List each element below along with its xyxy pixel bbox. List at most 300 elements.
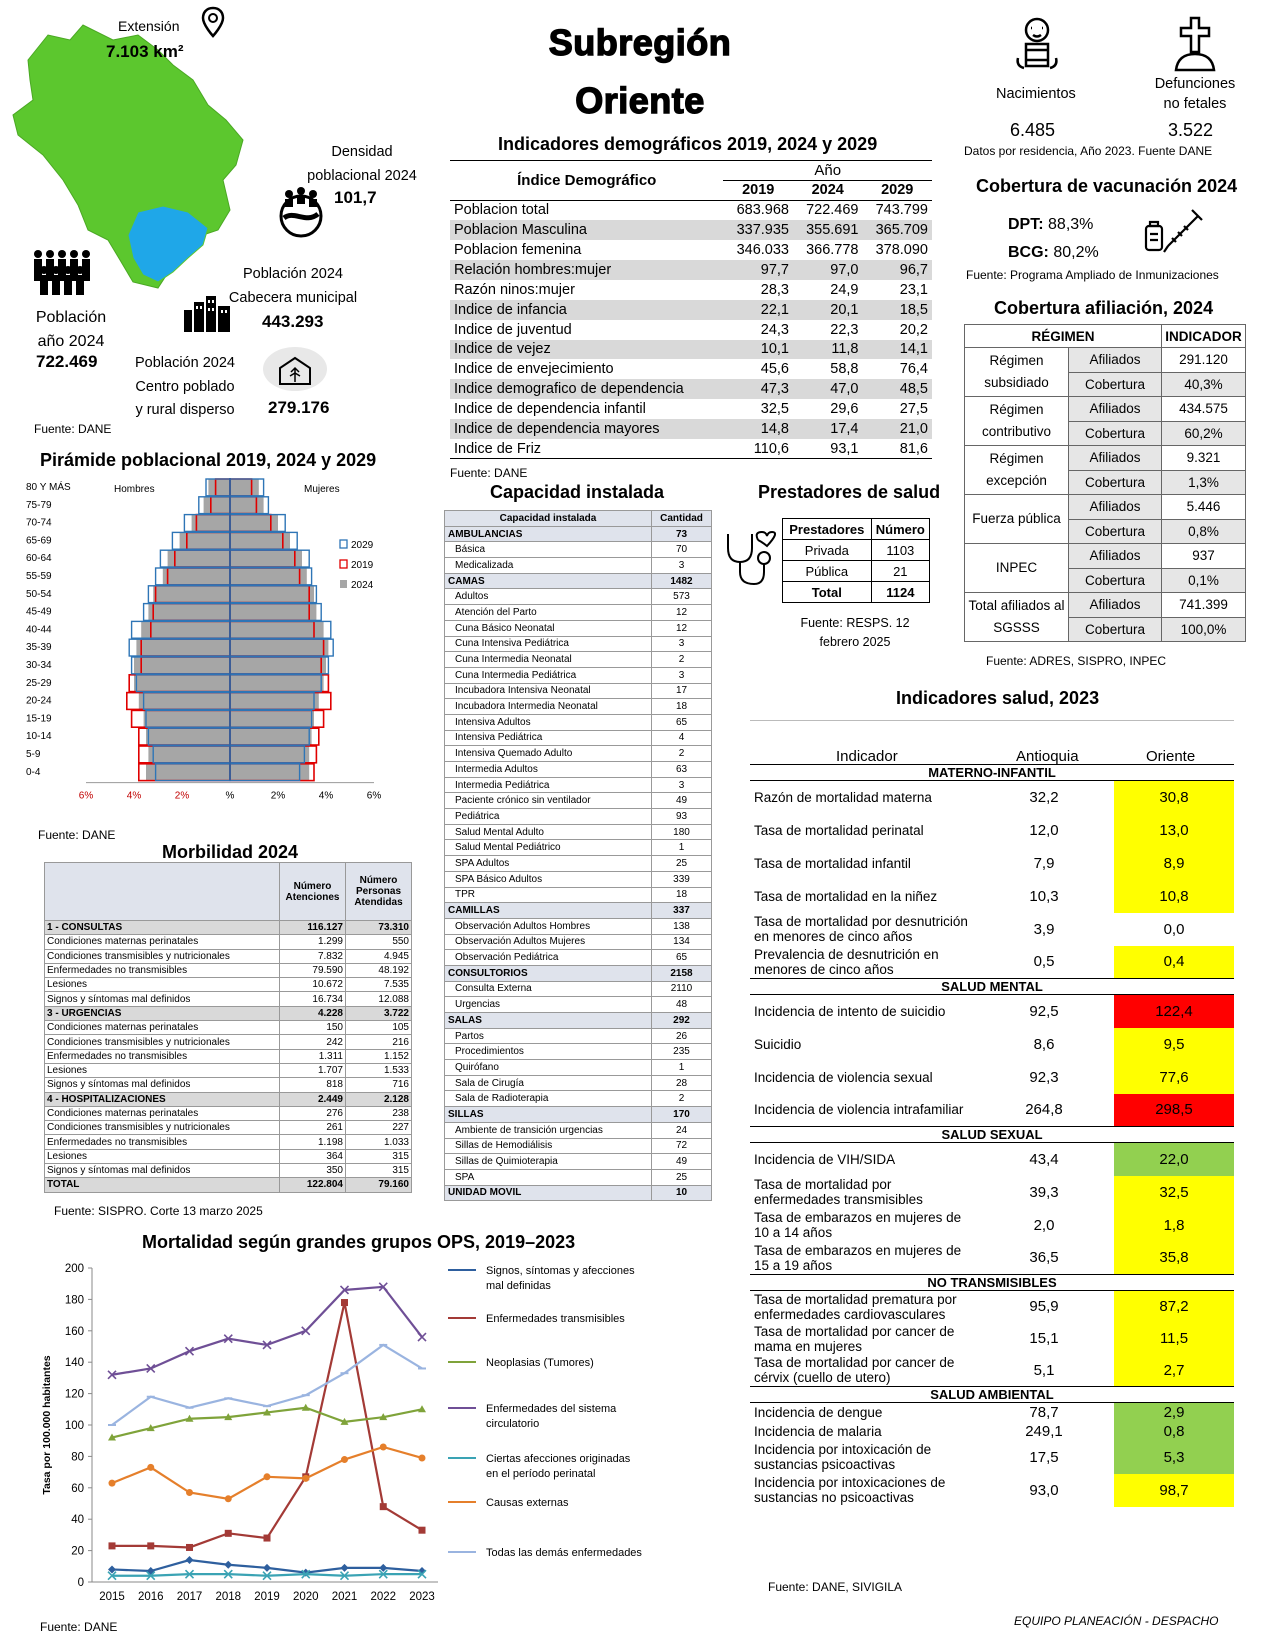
pyramid-bar bbox=[230, 657, 326, 674]
morbidity-attentions: 10.672 bbox=[280, 978, 346, 992]
morbidity-table bbox=[44, 862, 412, 1193]
mortality-title: Mortalidad según grandes grupos OPS, 2019–2023 bbox=[142, 1232, 576, 1252]
capacity-name: Cuna Intensiva Pediátrica bbox=[445, 636, 652, 652]
pyramid-x-tick: 6% bbox=[366, 790, 382, 802]
demo-row bbox=[450, 419, 932, 439]
capacity-row bbox=[445, 840, 712, 856]
pyramid-legend-label: 2019 bbox=[351, 560, 374, 571]
capacity-qty: 1 bbox=[652, 840, 712, 856]
health-oriente-value: 0,8 bbox=[1114, 1422, 1234, 1441]
mortality-point bbox=[186, 1544, 193, 1551]
capacity-qty: 65 bbox=[652, 950, 712, 966]
urban-population-label: Población 2024 Cabecera municipal bbox=[228, 266, 358, 306]
pyramid-x-tick: 4% bbox=[126, 790, 142, 802]
health-category-label: MATERNO-INFANTIL bbox=[750, 765, 1234, 781]
population-pyramid-chart bbox=[22, 474, 422, 820]
morbidity-row bbox=[45, 1135, 412, 1149]
morbidity-persons: 315 bbox=[346, 1149, 412, 1163]
demo-row bbox=[450, 379, 932, 399]
capacity-name: Intermedia Pediátrica bbox=[445, 777, 652, 793]
afil-regimen-name: Total afiliados al SGSSS bbox=[965, 593, 1069, 642]
pyramid-bar bbox=[141, 621, 230, 638]
mortality-y-tick: 20 bbox=[71, 1545, 84, 1558]
health-indicator-name: Incidencia de dengue bbox=[754, 1404, 883, 1420]
capacity-row bbox=[445, 950, 712, 966]
capacity-qty: 180 bbox=[652, 824, 712, 840]
morbidity-attentions: 116.127 bbox=[280, 921, 346, 935]
health-antioquia-value: 264,8 bbox=[1025, 1101, 1063, 1119]
pyramid-bar bbox=[230, 550, 302, 567]
morbidity-persons: 3.722 bbox=[346, 1006, 412, 1020]
capacity-name: Cuna Básico Neonatal bbox=[445, 620, 652, 636]
health-col-indicator: Indicador bbox=[836, 748, 898, 765]
pyramid-bar bbox=[230, 693, 319, 710]
capacity-row bbox=[445, 965, 712, 981]
health-antioquia-value: 32,2 bbox=[1029, 788, 1059, 806]
capacity-qty: 235 bbox=[652, 1044, 712, 1060]
capacity-qty: 12 bbox=[652, 605, 712, 621]
health-category-label: SALUD MENTAL bbox=[750, 979, 1234, 995]
health-antioquia-value: 92,3 bbox=[1029, 1068, 1059, 1086]
health-indicator-name: Tasa de mortalidad en la niñez bbox=[754, 888, 938, 904]
mortality-y-tick: 80 bbox=[71, 1451, 84, 1464]
capacity-qty: 1 bbox=[652, 1060, 712, 1076]
health-antioquia-value: 8,6 bbox=[1033, 1035, 1055, 1053]
pyramid-bar bbox=[230, 586, 314, 603]
health-title: Indicadores salud, 2023 bbox=[896, 688, 1100, 708]
capacity-row bbox=[445, 558, 712, 574]
deaths-label: Defunciones no fetales bbox=[1154, 76, 1236, 112]
capacity-row bbox=[445, 903, 712, 919]
morbidity-row bbox=[45, 935, 412, 949]
afil-label: Afiliados bbox=[1069, 397, 1162, 422]
health-row bbox=[750, 1403, 1234, 1422]
capacity-name: Cuna Intermedia Neonatal bbox=[445, 652, 652, 668]
pyramid-bar bbox=[146, 764, 230, 781]
health-antioquia-value: 93,0 bbox=[1029, 1481, 1059, 1499]
morbidity-persons: 1.033 bbox=[346, 1135, 412, 1149]
demo-row bbox=[450, 240, 932, 260]
morbidity-attentions: 1.198 bbox=[280, 1135, 346, 1149]
capacity-name: SPA Básico Adultos bbox=[445, 871, 652, 887]
morbidity-label: Condiciones maternas perinatales bbox=[45, 935, 280, 949]
health-antioquia-value: 95,9 bbox=[1029, 1298, 1059, 1316]
morbidity-persons: 1.533 bbox=[346, 1063, 412, 1077]
morbidity-label: 3 - URGENCIAS bbox=[45, 1006, 280, 1020]
capacity-name: Atención del Parto bbox=[445, 605, 652, 621]
health-antioquia-value: 5,1 bbox=[1033, 1361, 1055, 1379]
rural-house-icon bbox=[262, 346, 328, 392]
health-antioquia-value: 249,1 bbox=[1025, 1422, 1063, 1440]
morbidity-row bbox=[45, 963, 412, 977]
health-oriente-value: 30,8 bbox=[1114, 781, 1234, 814]
afil-label: Afiliados bbox=[1069, 495, 1162, 520]
pyramid-age-label: 10-14 bbox=[26, 731, 52, 743]
mortality-legend-label: Todas las demás enfermedades bbox=[486, 1547, 642, 1559]
pyramid-bar bbox=[148, 746, 230, 763]
health-row bbox=[750, 847, 1234, 880]
health-antioquia-value: 39,3 bbox=[1029, 1183, 1059, 1201]
morbidity-row bbox=[45, 921, 412, 935]
health-indicator-name: Razón de mortalidad materna bbox=[754, 789, 932, 805]
capacity-row bbox=[445, 793, 712, 809]
pyramid-age-label: 25-29 bbox=[26, 677, 52, 689]
demo-row bbox=[450, 220, 932, 240]
pyramid-bar bbox=[163, 568, 230, 585]
health-oriente-value: 0,0 bbox=[1163, 920, 1185, 938]
health-row bbox=[750, 1291, 1234, 1323]
mortality-x-tick: 2019 bbox=[254, 1591, 280, 1603]
affiliation-title: Cobertura afiliación, 2024 bbox=[994, 298, 1214, 318]
morbidity-persons: 73.310 bbox=[346, 921, 412, 935]
capacity-qty: 2 bbox=[652, 652, 712, 668]
morbidity-row bbox=[45, 1092, 412, 1106]
vaccine-syringe-icon bbox=[1142, 204, 1208, 254]
morbidity-attentions: 4.228 bbox=[280, 1006, 346, 1020]
demo-row bbox=[450, 340, 932, 360]
demo-row-label: Relación hombres:mujer bbox=[450, 260, 723, 280]
afil-col-indicador: INDICADOR bbox=[1162, 325, 1246, 348]
capacity-row bbox=[445, 699, 712, 715]
health-antioquia-value: 12,0 bbox=[1029, 821, 1059, 839]
provider-count: 1103 bbox=[871, 540, 929, 561]
health-category bbox=[750, 765, 1234, 781]
morbidity-label: Signos y síntomas mal definidos bbox=[45, 1164, 280, 1178]
afil-value: 434.575 bbox=[1162, 397, 1246, 422]
capacity-qty: 292 bbox=[652, 1013, 712, 1029]
morbidity-persons: 79.160 bbox=[346, 1178, 412, 1192]
morbidity-row bbox=[45, 1021, 412, 1035]
capacity-name: Incubadora Intensiva Neonatal bbox=[445, 683, 652, 699]
mortality-legend-label: Enfermedades del sistema circulatorio bbox=[486, 1403, 617, 1430]
capacity-name: Observación Adultos Mujeres bbox=[445, 934, 652, 950]
mortality-x-tick: 2015 bbox=[99, 1591, 125, 1603]
pyramid-bar bbox=[230, 497, 264, 514]
health-col-oriente: Oriente bbox=[1146, 748, 1196, 765]
pyramid-bar bbox=[230, 746, 309, 763]
health-row bbox=[750, 1176, 1234, 1209]
demo-row-value: 355.691 bbox=[793, 220, 863, 240]
providers-source: Fuente: RESPS. 12 febrero 2025 bbox=[800, 616, 910, 649]
demo-row-label: Indice de juventud bbox=[454, 321, 572, 338]
capacity-qty: 4 bbox=[652, 730, 712, 746]
demo-row-value: 47,3 bbox=[723, 379, 793, 399]
health-row bbox=[750, 1242, 1234, 1275]
mortality-point bbox=[341, 1299, 348, 1306]
demo-row-value: 22,1 bbox=[723, 300, 793, 320]
demo-row-value: 93,1 bbox=[830, 440, 859, 457]
capacity-qty: 25 bbox=[652, 856, 712, 872]
provider-type: Privada bbox=[783, 540, 872, 561]
capacity-name: Sala de Cirugía bbox=[445, 1075, 652, 1091]
health-source: Fuente: DANE, SIVIGILA bbox=[768, 1580, 903, 1594]
health-oriente-value: 298,5 bbox=[1114, 1094, 1234, 1127]
morbidity-row bbox=[45, 1164, 412, 1178]
health-category bbox=[750, 1127, 1234, 1143]
morbidity-label: 1 - CONSULTAS bbox=[45, 921, 280, 935]
demo-row-label: Indice de dependencia mayores bbox=[450, 419, 723, 439]
morbidity-attentions: 79.590 bbox=[280, 963, 346, 977]
capacity-table bbox=[444, 510, 712, 1201]
pyramid-legend-label: 2024 bbox=[351, 580, 374, 591]
mortality-legend-label: Ciertas afecciones originadas en el período perinatal bbox=[486, 1453, 631, 1480]
pyramid-bar bbox=[230, 728, 312, 745]
morbidity-label: Lesiones bbox=[45, 1149, 280, 1163]
demo-row-value: 58,8 bbox=[830, 361, 859, 378]
morbidity-row bbox=[45, 992, 412, 1006]
provider-count: 21 bbox=[871, 561, 929, 582]
pyramid-bar bbox=[148, 604, 230, 621]
health-oriente-value: 22,0 bbox=[1114, 1143, 1234, 1176]
mortality-source: Fuente: DANE bbox=[40, 1620, 118, 1634]
mortality-y-tick: 40 bbox=[71, 1514, 84, 1527]
capacity-name: Intensiva Pediátrica bbox=[445, 730, 652, 746]
mortality-point bbox=[109, 1542, 116, 1549]
morbidity-persons: 1.152 bbox=[346, 1049, 412, 1063]
population-density-icon bbox=[274, 184, 328, 238]
morbidity-row bbox=[45, 1035, 412, 1049]
rural-population-label: Población 2024 Centro poblado y rural disperso bbox=[135, 355, 235, 418]
demo-row-value: 14,8 bbox=[723, 419, 793, 439]
afil-value: 100,0% bbox=[1162, 617, 1246, 642]
afil-label: Afiliados bbox=[1069, 446, 1162, 471]
demo-row-value: 47,0 bbox=[793, 379, 863, 399]
health-indicator-name: Tasa de mortalidad por desnutrición en menores de cinco años bbox=[754, 914, 968, 944]
mortality-x-tick: 2022 bbox=[370, 1591, 397, 1603]
morbidity-persons: 716 bbox=[346, 1078, 412, 1092]
capacity-qty: 2 bbox=[652, 746, 712, 762]
health-oriente-value: 0,4 bbox=[1114, 946, 1234, 979]
capacity-name: Partos bbox=[445, 1028, 652, 1044]
cap-col-qty: Cantidad bbox=[652, 511, 712, 527]
capacity-row bbox=[445, 636, 712, 652]
capacity-name: Salud Mental Pediátrico bbox=[445, 840, 652, 856]
capacity-row bbox=[445, 620, 712, 636]
capacity-row bbox=[445, 1028, 712, 1044]
pyramid-age-label: 70-74 bbox=[26, 517, 52, 529]
demo-row bbox=[450, 359, 932, 379]
capacity-name: Observación Adultos Hombres bbox=[445, 918, 652, 934]
location-pin-icon bbox=[200, 6, 226, 40]
mortality-series-line bbox=[112, 1287, 422, 1375]
afil-label: Cobertura bbox=[1069, 470, 1162, 495]
demo-row-value: 20,2 bbox=[899, 321, 928, 338]
city-buildings-icon bbox=[182, 296, 232, 332]
afil-value: 9.321 bbox=[1162, 446, 1246, 471]
morbidity-label: Signos y síntomas mal definidos bbox=[45, 1078, 280, 1092]
afil-label: Afiliados bbox=[1069, 348, 1162, 373]
mortality-point bbox=[263, 1564, 271, 1572]
health-antioquia-value: 17,5 bbox=[1029, 1448, 1059, 1466]
morbidity-persons: 315 bbox=[346, 1164, 412, 1178]
capacity-qty: 48 bbox=[652, 997, 712, 1013]
morbidity-attentions: 1.299 bbox=[280, 935, 346, 949]
morbidity-row bbox=[45, 1149, 412, 1163]
health-oriente-value: 2,7 bbox=[1114, 1355, 1234, 1387]
capacity-name: Ambiente de transición urgencias bbox=[445, 1122, 652, 1138]
pyramid-bar bbox=[230, 764, 309, 781]
pyramid-age-label: 80 Y MÁS bbox=[26, 482, 71, 493]
births-value: 6.485 bbox=[1010, 120, 1056, 140]
bcg-coverage: BCG: 80,2% bbox=[1008, 244, 1099, 261]
morbidity-label: Signos y síntomas mal definidos bbox=[45, 992, 280, 1006]
morbidity-row bbox=[45, 1049, 412, 1063]
demo-row-value: 23,1 bbox=[899, 281, 928, 298]
mortality-series-line bbox=[112, 1303, 422, 1548]
pyramid-legend-swatch bbox=[340, 540, 347, 548]
pyramid-bar bbox=[230, 675, 324, 692]
urban-population-value: 443.293 bbox=[262, 312, 324, 331]
demo-row bbox=[450, 320, 932, 340]
afil-value: 1,3% bbox=[1162, 470, 1246, 495]
extension-label: Extensión bbox=[118, 18, 180, 34]
demo-row-value: 743.799 bbox=[875, 202, 928, 219]
health-antioquia-value: 92,5 bbox=[1029, 1002, 1059, 1020]
capacity-qty: 339 bbox=[652, 871, 712, 887]
pyramid-x-tick: 2% bbox=[270, 790, 286, 802]
capacity-qty: 337 bbox=[652, 903, 712, 919]
demo-row-label: Indice de dependencia infantil bbox=[454, 401, 646, 418]
mortality-legend-label: Neoplasias (Tumores) bbox=[486, 1357, 594, 1369]
capacity-qty: 134 bbox=[652, 934, 712, 950]
demo-row-label: Indice de vejez bbox=[450, 340, 723, 360]
capacity-name: SPA bbox=[445, 1169, 652, 1185]
demo-row bbox=[450, 399, 932, 419]
demo-row-value: 24,9 bbox=[830, 281, 859, 298]
pyramid-age-label: 75-79 bbox=[26, 499, 52, 511]
capacity-qty: 49 bbox=[652, 1154, 712, 1170]
demo-row bbox=[450, 260, 932, 280]
health-antioquia-value: 2,0 bbox=[1033, 1216, 1055, 1234]
map-source: Fuente: DANE bbox=[34, 422, 112, 436]
capacity-name: Paciente crónico sin ventilador bbox=[445, 793, 652, 809]
capacity-qty: 3 bbox=[652, 667, 712, 683]
capacity-qty: 2158 bbox=[652, 965, 712, 981]
pyramid-bar bbox=[208, 479, 230, 496]
capacity-row bbox=[445, 809, 712, 825]
capacity-qty: 18 bbox=[652, 887, 712, 903]
capacity-name: Sillas de Hemodiálisis bbox=[445, 1138, 652, 1154]
capacity-row bbox=[445, 824, 712, 840]
capacity-row bbox=[445, 1107, 712, 1123]
health-indicators-table bbox=[750, 764, 1234, 1507]
afil-value: 0,8% bbox=[1162, 519, 1246, 544]
capacity-qty: 28 bbox=[652, 1075, 712, 1091]
pyramid-age-label: 40-44 bbox=[26, 624, 52, 636]
health-antioquia-value: 3,9 bbox=[1033, 920, 1055, 938]
capacity-name: Pediátrica bbox=[445, 809, 652, 825]
pyramid-age-label: 30-34 bbox=[26, 660, 52, 671]
afil-label: Cobertura bbox=[1069, 421, 1162, 446]
pyramid-bar bbox=[136, 639, 230, 656]
capacity-row bbox=[445, 1060, 712, 1076]
health-oriente-value: 10,8 bbox=[1114, 880, 1234, 913]
morbidity-row bbox=[45, 1006, 412, 1020]
vaccination-source: Fuente: Programa Ampliado de Inmunizaciones bbox=[966, 268, 1219, 282]
capacity-qty: 3 bbox=[652, 636, 712, 652]
pyramid-age-label: 55-59 bbox=[26, 571, 52, 582]
capacity-qty: 3 bbox=[652, 558, 712, 574]
health-oriente-value: 87,2 bbox=[1114, 1291, 1234, 1323]
health-oriente-value: 77,6 bbox=[1114, 1061, 1234, 1094]
morbidity-persons: 48.192 bbox=[346, 963, 412, 977]
mortality-point bbox=[341, 1564, 349, 1572]
demo-row-value: 10,1 bbox=[723, 340, 793, 360]
demo-row-value: 45,6 bbox=[760, 361, 789, 378]
capacity-row bbox=[445, 1122, 712, 1138]
demo-row-value: 81,6 bbox=[899, 440, 928, 457]
capacity-row bbox=[445, 762, 712, 778]
capacity-row bbox=[445, 1138, 712, 1154]
health-antioquia-value: 0,5 bbox=[1033, 953, 1055, 971]
capacity-name: SALAS bbox=[445, 1013, 652, 1029]
capacity-name: Intensiva Adultos bbox=[445, 714, 652, 730]
footer-team: EQUIPO PLANEACIÓN - DESPACHO bbox=[1014, 1614, 1219, 1628]
mortality-y-tick: 0 bbox=[77, 1577, 84, 1589]
capacity-row bbox=[445, 934, 712, 950]
capacity-row bbox=[445, 589, 712, 605]
health-indicator-name: Tasa de mortalidad por cancer de mama en mujeres bbox=[754, 1323, 955, 1354]
demo-row-value: 366.778 bbox=[806, 242, 859, 258]
morbidity-row bbox=[45, 1106, 412, 1120]
morbidity-attentions: 122.804 bbox=[280, 1178, 346, 1192]
mortality-point bbox=[302, 1569, 310, 1577]
health-indicator-name: Tasa de embarazos en mujeres de 10 a 14 años bbox=[754, 1210, 962, 1240]
mortality-point bbox=[186, 1489, 193, 1496]
capacity-row bbox=[445, 856, 712, 872]
demo-row-value: 683.968 bbox=[736, 202, 789, 219]
health-indicator-name: Incidencia de violencia sexual bbox=[754, 1069, 933, 1085]
capacity-name: Básica bbox=[445, 542, 652, 558]
provider-type: Pública bbox=[783, 561, 872, 582]
health-oriente-value: 35,8 bbox=[1114, 1242, 1234, 1275]
demo-row bbox=[450, 280, 932, 300]
capacity-name: Observación Pediátrica bbox=[445, 950, 652, 966]
capacity-qty: 170 bbox=[652, 1107, 712, 1123]
demo-row-value: 20,1 bbox=[793, 300, 863, 320]
capacity-row bbox=[445, 1075, 712, 1091]
baby-icon bbox=[1014, 14, 1060, 72]
health-row bbox=[750, 1209, 1234, 1242]
demo-col-year: Año bbox=[723, 161, 932, 181]
capacity-row bbox=[445, 997, 712, 1013]
health-indicator-name: Tasa de mortalidad prematura por enfermedades cardiovasculares bbox=[754, 1291, 957, 1322]
demo-row-value: 48,5 bbox=[862, 379, 932, 399]
afil-value: 60,2% bbox=[1162, 421, 1246, 446]
capacity-row bbox=[445, 605, 712, 621]
health-row bbox=[750, 1441, 1234, 1474]
pyramid-legend-label: 2029 bbox=[351, 540, 374, 551]
capacity-qty: 3 bbox=[652, 777, 712, 793]
capacity-name: UNIDAD MOVIL bbox=[445, 1185, 652, 1201]
health-row bbox=[750, 1355, 1234, 1387]
affiliation-source: Fuente: ADRES, SISPRO, INPEC bbox=[986, 654, 1167, 668]
stethoscope-icon bbox=[722, 530, 776, 590]
capacity-row bbox=[445, 1154, 712, 1170]
capacity-row bbox=[445, 730, 712, 746]
mortality-legend-label: Enfermedades transmisibles bbox=[486, 1313, 625, 1325]
pyramid-bar bbox=[230, 639, 328, 656]
capacity-name: CAMAS bbox=[445, 573, 652, 589]
morbidity-attentions: 276 bbox=[280, 1106, 346, 1120]
mortality-point bbox=[380, 1443, 387, 1450]
mortality-point bbox=[419, 1527, 426, 1534]
population-label: Población año 2024 bbox=[35, 309, 107, 350]
morbidity-attentions: 242 bbox=[280, 1035, 346, 1049]
morbidity-row bbox=[45, 949, 412, 963]
afil-regimen-name: Régimen subsidiado bbox=[965, 348, 1069, 397]
demographics-table bbox=[450, 160, 932, 459]
